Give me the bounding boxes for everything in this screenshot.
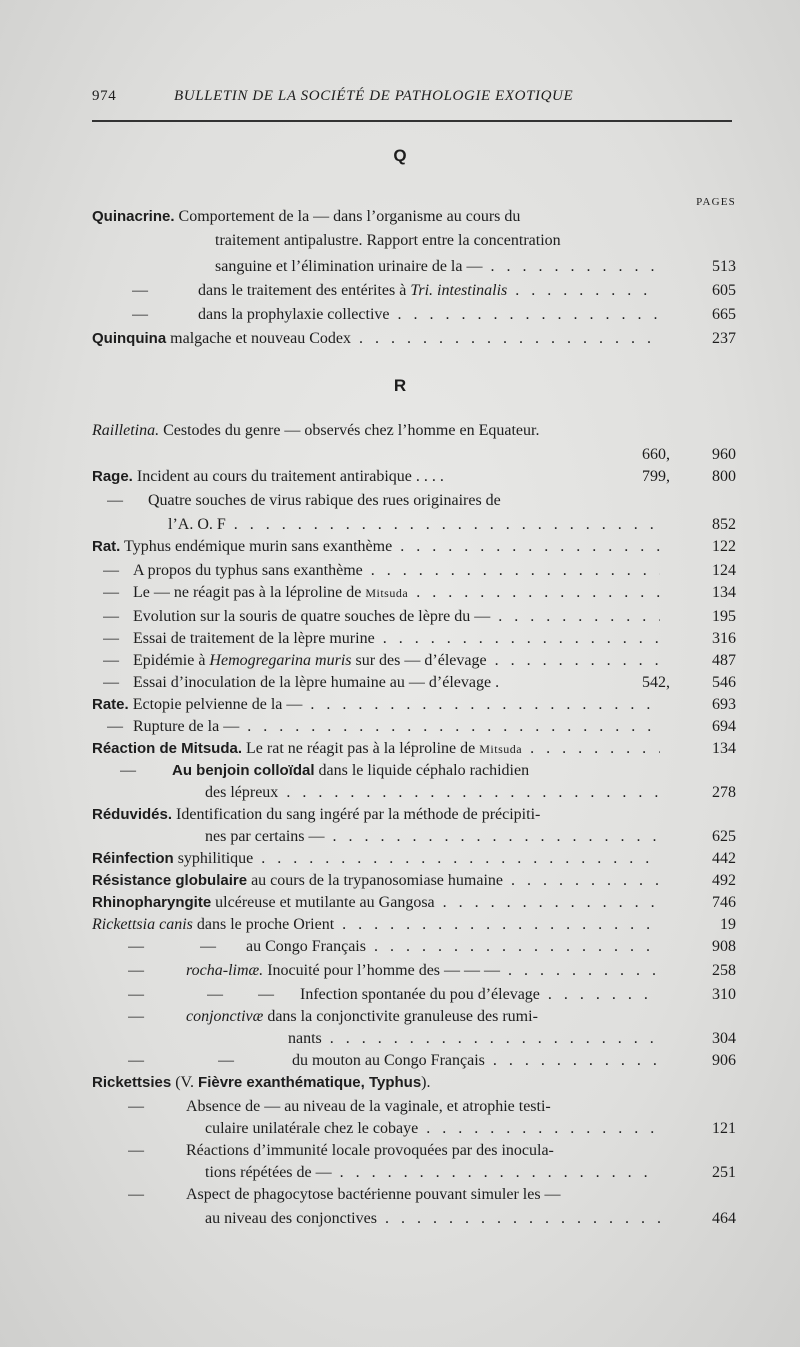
index-entry: Rickettsies (V. Fièvre exanthématique, Typhus). [92, 1074, 431, 1091]
page-ref: 304 [712, 1030, 736, 1047]
index-entry: traitement antipalustre. Rapport entre la concentration [215, 232, 561, 249]
index-entry: Railletina. Cestodes du genre — observés chez l’homme en Equateur. [92, 422, 540, 439]
index-entry: Résistance globulaire au cours de la trypanosomiase humaine . . . 492 [0, 870, 800, 892]
index-entry: — Réactions d’immunité locale provoquées par des inocula- [128, 1142, 554, 1159]
page-ref: 316 [712, 630, 736, 647]
pages-column-label: PAGES [696, 196, 736, 208]
page-number: 974 [92, 88, 117, 104]
section-letter-q: Q [393, 146, 407, 165]
section-letter-r: R [393, 376, 407, 395]
page-ref: 122 [712, 538, 736, 555]
index-entry: — Absence de — au niveau de la vaginale, et atrophie testi- [128, 1098, 551, 1115]
index-entry: — Rupture de la — . . . 694 [0, 716, 800, 738]
index-entry: Quinquina malgache et nouveau Codex . . . 237 [0, 328, 800, 350]
index-entry: — Quatre souches de virus rabique des rues originaires de [107, 492, 501, 509]
index-entry: — Le — ne réagit pas à la léproline de Mitsuda . . . 134 [0, 582, 800, 604]
page-ref: 492 [712, 872, 736, 889]
index-entry: — dans le traitement des entérites à Tri. intestinalis . . . 605 [0, 280, 800, 302]
index-entry: — Au benjoin colloïdal dans le liquide céphalo rachidien [120, 762, 530, 779]
page-ref: 513 [712, 258, 736, 275]
index-entry: Réaction de Mitsuda. Le rat ne réagit pas à la léproline de Mitsuda . . . 134 [0, 738, 800, 760]
page-ref: 693 [712, 696, 736, 713]
index-entry: Rhinopharyngite ulcéreuse et mutilante au Gangosa . . . 746 [0, 892, 800, 914]
index-entry: — — au Congo Français . . . 908 [0, 936, 800, 958]
index-entry: Rat. Typhus endémique murin sans exanthème . . . 122 [0, 536, 800, 558]
index-entry: — A propos du typhus sans exanthème . . . 124 [0, 560, 800, 582]
index-entry: Rate. Ectopie pelvienne de la — . . . 693 [0, 694, 800, 716]
page-ref: 237 [712, 330, 736, 347]
page-ref: 134 [712, 740, 736, 757]
index-entry: des lépreux . . . 278 [0, 782, 800, 804]
index-entry: Quinacrine. Comportement de la — dans l’organisme au cours du [92, 208, 521, 225]
index-entry: l’A. O. F . . . 852 [0, 514, 800, 536]
page-ref: 906 [712, 1052, 736, 1069]
page-ref: 625 [712, 828, 736, 845]
page-ref: 464 [712, 1210, 736, 1227]
page-ref: 694 [712, 718, 736, 735]
index-entry: — Essai de traitement de la lèpre murine . . . 316 [0, 628, 800, 650]
page-ref: 487 [712, 652, 736, 669]
index-entry: nes par certains — . . . 625 [0, 826, 800, 848]
index-entry: au niveau des conjonctives . . . 464 [0, 1208, 800, 1230]
page-ref: 746 [712, 894, 736, 911]
page-ref: 251 [712, 1164, 736, 1181]
running-header [92, 88, 732, 112]
page-ref: 134 [712, 584, 736, 601]
index-entry: — Epidémie à Hemogregarina muris sur des — d’élevage . . . 487 [0, 650, 800, 672]
index-entry: sanguine et l’élimination urinaire de la — . . . 513 [0, 256, 800, 278]
page-ref: 908 [712, 938, 736, 955]
index-entry: — rocha-limæ. Inocuité pour l’homme des — — — . . . 258 [0, 960, 800, 982]
index-entry: — Aspect de phagocytose bactérienne pouvant simuler les — [128, 1186, 561, 1203]
page-ref: 800 [712, 468, 736, 485]
header-rule [92, 120, 732, 122]
index-entry: — dans la prophylaxie collective . . . 665 [0, 304, 800, 326]
index-entry: — Evolution sur la souris de quatre souches de lèpre du — . . . 195 [0, 606, 800, 628]
index-entry: — — — Infection spontanée du pou d’élevage . . . 310 [0, 984, 800, 1006]
index-entry: Réduvidés. Identification du sang ingéré par la méthode de précipiti- [92, 806, 541, 823]
page-ref: 19 [720, 916, 736, 933]
page-ref: 546 [712, 674, 736, 691]
page-ref: 852 [712, 516, 736, 533]
index-entry: — — du mouton au Congo Français . . . 906 [0, 1050, 800, 1072]
index-entry: nants . . . 304 [0, 1028, 800, 1050]
page-ref: 124 [712, 562, 736, 579]
page-ref: 665 [712, 306, 736, 323]
page-ref: 310 [712, 986, 736, 1003]
page-ref: 605 [712, 282, 736, 299]
page-ref: 278 [712, 784, 736, 801]
index-entry: — Essai d’inoculation de la lèpre humaine au — d’élevage . 542, 546 [0, 672, 800, 694]
journal-title: BULLETIN DE LA SOCIÉTÉ DE PATHOLOGIE EXOTIQUE [174, 88, 574, 104]
page-ref: 195 [712, 608, 736, 625]
index-entry: — conjonctivæ dans la conjonctivite granuleuse des rumi- [128, 1008, 538, 1025]
page-ref: 121 [712, 1120, 736, 1137]
page-ref: 442 [712, 850, 736, 867]
index-entry: Réinfection syphilitique . . . 442 [0, 848, 800, 870]
index-entry: tions répétées de — . . . 251 [0, 1162, 800, 1184]
index-entry: 660, 960 [0, 444, 800, 466]
index-entry: Rickettsia canis dans le proche Orient . . . 19 [0, 914, 800, 936]
page-ref: 960 [712, 446, 736, 463]
index-entry: Rage. Incident au cours du traitement antirabique . . . . 799, 800 [0, 466, 800, 488]
index-entry: culaire unilatérale chez le cobaye . . . 121 [0, 1118, 800, 1140]
page-ref: 258 [712, 962, 736, 979]
